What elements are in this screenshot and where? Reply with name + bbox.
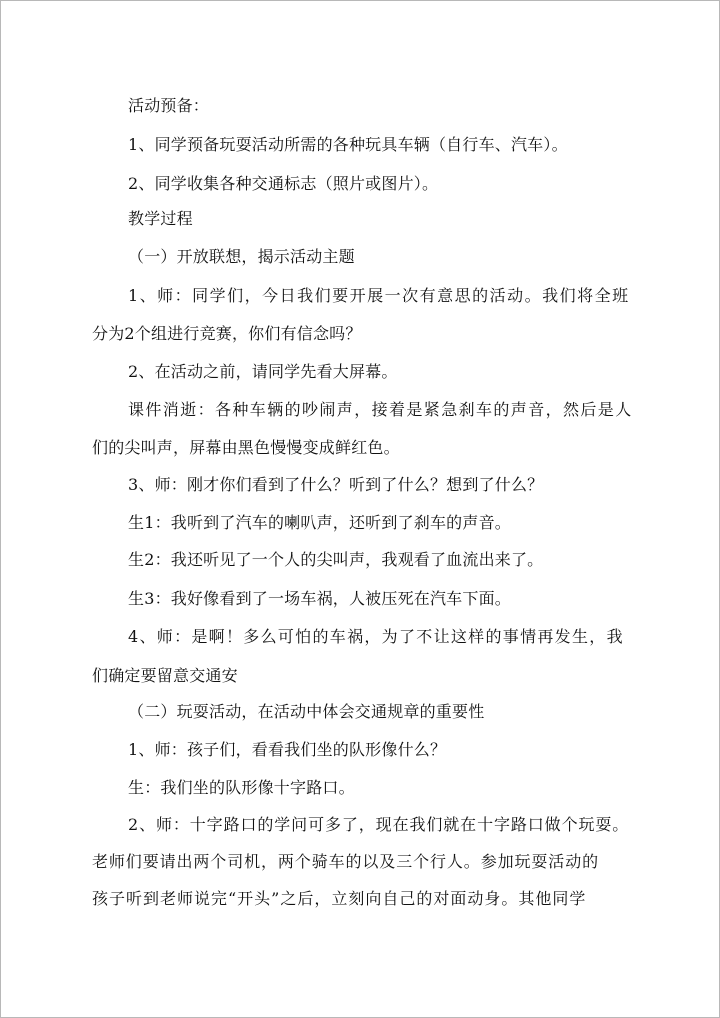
- paragraph-line: 2、师：十字路口的学问可多了，现在我们就在十字路口做个玩耍。: [128, 815, 630, 834]
- paragraph-line: 生1：我听到了汽车的喇叭声，还听到了刹车的声音。: [128, 513, 511, 532]
- paragraph-line: 老师们要请出两个司机，两个骑车的以及三个行人。参加玩耍活动的: [92, 852, 600, 871]
- paragraph-line: 孩子听到老师说完“开头”之后，立刻向自己的对面动身。其他同学: [92, 889, 587, 908]
- paragraph-line: 1、同学预备玩耍活动所需的各种玩具车辆（自行车、汽车）。: [128, 135, 568, 154]
- paragraph-line: 生2：我还听见了一个人的尖叫声，我观看了血流出来了。: [128, 550, 544, 569]
- subsection-heading-1: （一）开放联想，揭示活动主题: [128, 247, 355, 266]
- subsection-heading-2: （二）玩耍活动，在活动中体会交通规章的重要性: [128, 702, 485, 721]
- paragraph-line: 分为2个组进行竞赛，你们有信念吗？: [92, 324, 362, 343]
- paragraph-line: 生3：我好像看到了一场车祸，人被压死在汽车下面。: [128, 589, 511, 608]
- paragraph-line: 2、同学收集各种交通标志（照片或图片）。: [128, 174, 439, 193]
- paragraph-line: 课件消逝：各种车辆的吵闹声，接着是紧急刹车的声音，然后是人: [128, 400, 633, 419]
- paragraph-line: 1、师：同学们，今日我们要开展一次有意思的活动。我们将全班: [128, 286, 630, 305]
- paragraph-line: 1、师：孩子们，看看我们坐的队形像什么？: [128, 740, 447, 759]
- section-heading-process: 教学过程: [128, 209, 193, 228]
- paragraph-line: 2、在活动之前，请同学先看大屏幕。: [128, 362, 398, 381]
- paragraph-line: 4、师：是啊！多么可怕的车祸，为了不让这样的事情再发生，我: [128, 627, 624, 646]
- section-heading-preparation: 活动预备：: [128, 96, 210, 115]
- paragraph-line: 生：我们坐的队形像十字路口。: [128, 778, 355, 797]
- paragraph-line: 们确定要留意交通安: [92, 666, 238, 685]
- paragraph-line: 们的尖叫声，屏幕由黑色慢慢变成鲜红色。: [92, 438, 400, 457]
- paragraph-line: 3、师：刚才你们看到了什么？听到了什么？想到了什么？: [128, 475, 544, 494]
